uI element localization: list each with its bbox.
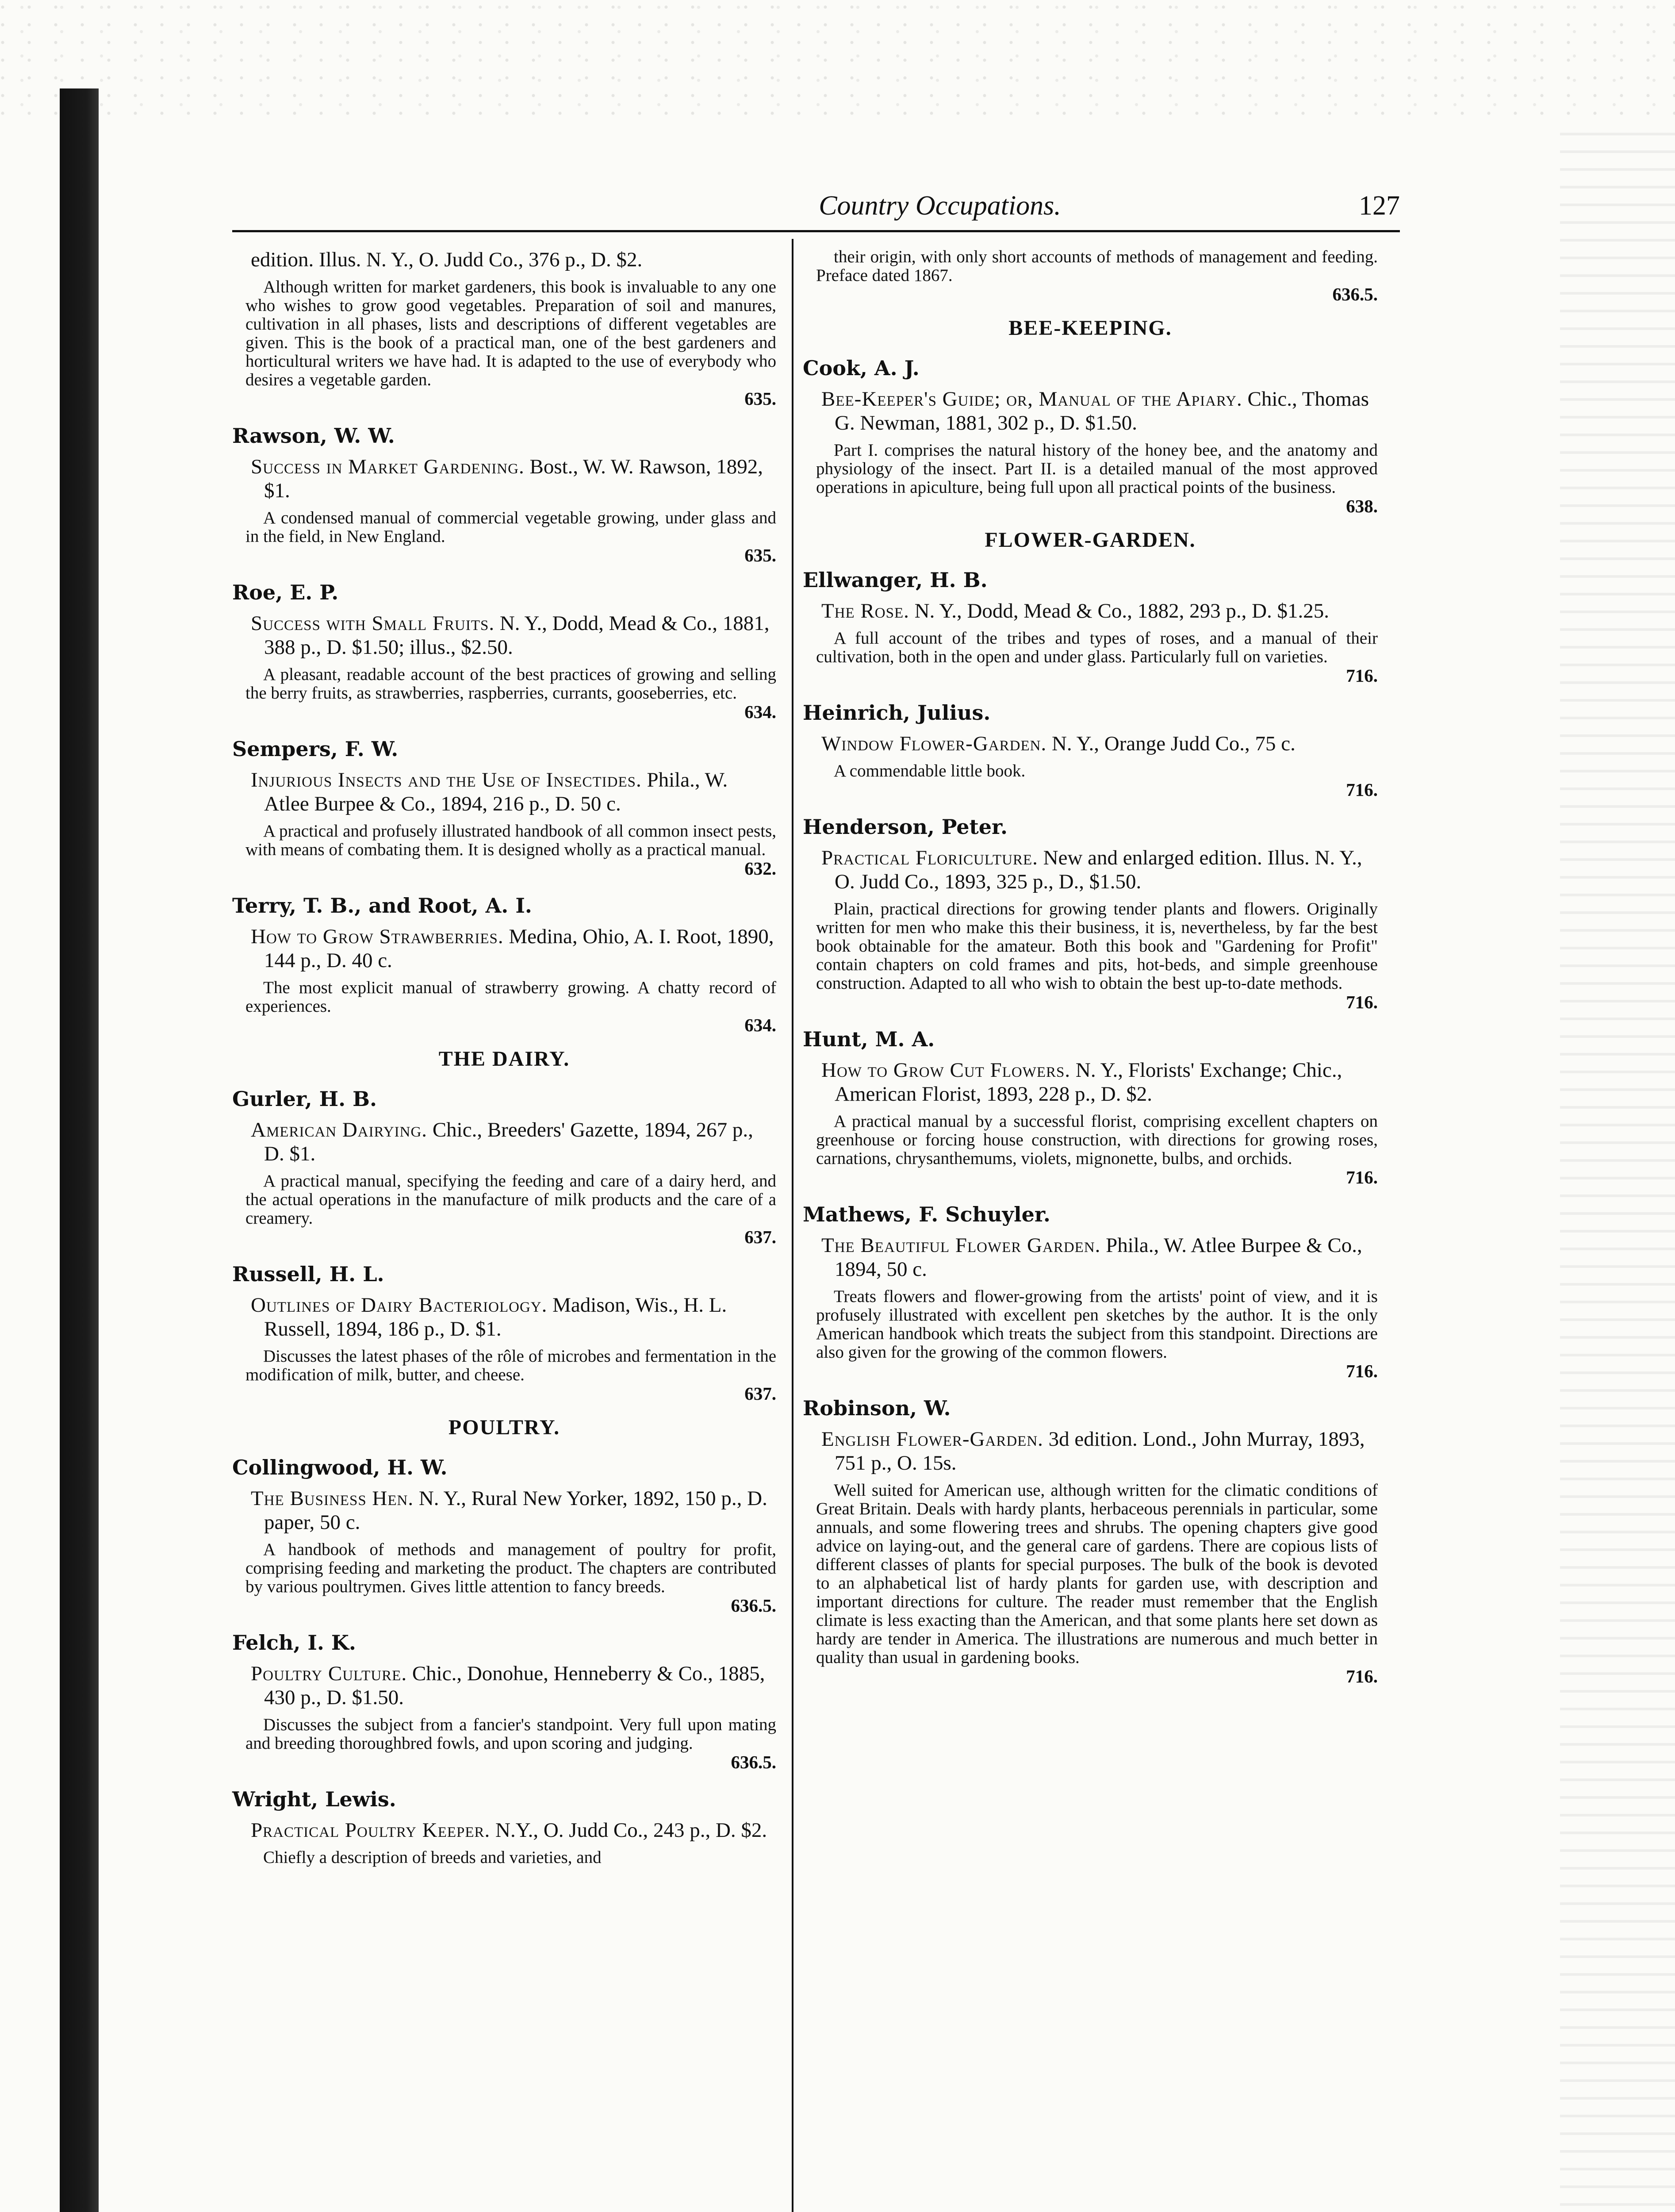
book-title: English Flower-Garden.: [821, 1428, 1043, 1451]
annotation: [803, 1112, 1378, 1187]
book-entry: [232, 248, 776, 272]
running-header: [232, 186, 1400, 230]
annotation: [232, 1347, 776, 1403]
annotation-text: Well suited for American use, although written for the climatic conditions of Great Britain. Deals with hardy plants, herbaceous perennials in particular, some annuals, and some flowering trees and shrubs. The opening chapters give good advice on laying-out, and the general care of gardens. There are copious lists of different classes of plants for special purposes. The bulk of the book is devoted to an alphabetical list of hardy plants for garden use, with description and important directions for culture. The reader must remember that the English climate is less exacting than the American, and that some plants here set down as hardy are tender in America. The illustrations are numerous and much better in quality than usual in gardening books.: [816, 1481, 1378, 1667]
annotation-text: Discusses the latest phases of the rôle of microbes and fermentation in the modification of milk, butter, and cheese.: [245, 1347, 776, 1384]
book-title: Outlines of Dairy Bacteriology.: [251, 1294, 548, 1317]
right-column: [803, 248, 1378, 1686]
scan-noise-top: [0, 0, 1675, 115]
classification-number: 632.: [744, 858, 776, 879]
book-entry: [803, 732, 1378, 756]
section-heading: POULTRY.: [448, 1416, 560, 1439]
author-name: Sempers, F. W.: [232, 737, 399, 761]
book-title: American Dairying.: [251, 1118, 428, 1141]
author-name: Cook, A. J.: [803, 356, 920, 380]
annotation: [803, 900, 1378, 1011]
annotation-text: A commendable little book.: [834, 761, 1026, 780]
annotation: [232, 509, 776, 565]
book-entry: [803, 1058, 1378, 1106]
author-name: Henderson, Peter.: [803, 815, 1008, 839]
classification-number: 637.: [744, 1383, 776, 1404]
book-details: N. Y., Dodd, Mead & Co., 1881, 388 p., D. $1.50; illus., $2.50.: [264, 612, 770, 659]
annotation-text: A practical manual by a successful florist, comprising excellent chapters on greenhouse or forcing house construction, with directions for growing roses, carnations, chrysanthemums, violets, mignonette, bulbs, and orchids.: [816, 1112, 1378, 1168]
annotation: [232, 1848, 776, 1867]
author-name: Felch, I. K.: [232, 1631, 356, 1655]
section-heading: THE DAIRY.: [438, 1047, 570, 1071]
book-details: Madison, Wis., H. L. Russell, 1894, 186 p., D. $1.: [264, 1294, 727, 1340]
book-entry: [803, 387, 1378, 435]
annotation-text: Treats flowers and flower-growing from the artists' point of view, and it is profusely illustrated with excellent pen sketches by the author. It is the only American handbook which treats the subject from this standpoint. Directions are also given for the growing of the common flowers.: [816, 1287, 1378, 1362]
annotation-text: Plain, practical directions for growing tender plants and flowers. Originally written for men who make this their business, it is, nevertheless, by far the best book obtainable for the amateur. Both this book and "Gardening for Profit" contain chapters on cold frames and pits, hot-beds, and simple greenhouse construction. Adapted to all who wish to obtain the best up-to-date methods.: [816, 899, 1378, 993]
author-name: Terry, T. B., and Root, A. I.: [232, 894, 532, 918]
author-name: Mathews, F. Schuyler.: [803, 1202, 1050, 1226]
book-title: Bee-Keeper's Guide; or, Manual of the Apiary.: [821, 388, 1242, 411]
annotation: [232, 1540, 776, 1615]
book-details: Phila., W. Atlee Burpee & Co., 1894, 216 p., D. 50 c.: [264, 768, 728, 815]
author-name: Wright, Lewis.: [232, 1787, 396, 1811]
section-heading: FLOWER-GARDEN.: [985, 528, 1196, 552]
book-details: Chic., Breeders' Gazette, 1894, 267 p., D. $1.: [264, 1118, 753, 1165]
book-details: Medina, Ohio, A. I. Root, 1890, 144 p., D. 40 c.: [264, 925, 774, 972]
book-title: Success with Small Fruits.: [251, 612, 495, 635]
classification-number: 716.: [1346, 992, 1378, 1012]
book-details: New and enlarged edition. Illus. N. Y., O. Judd Co., 1893, 325 p., D., $1.50.: [835, 846, 1362, 893]
book-details: Phila., W. Atlee Burpee & Co., 1894, 50 c.: [835, 1234, 1362, 1281]
section-heading: BEE-KEEPING.: [1008, 316, 1172, 340]
book-title: Practical Poultry Keeper.: [251, 1819, 491, 1842]
annotation: [232, 979, 776, 1034]
book-entry: [232, 455, 776, 503]
book-title: The Rose.: [821, 599, 909, 622]
author-name: Robinson, W.: [803, 1396, 951, 1420]
book-entry: [803, 1233, 1378, 1281]
annotation-text: Discusses the subject from a fancier's standpoint. Very full upon mating and breeding thoroughbred fowls, and upon scoring and judging.: [245, 1715, 776, 1753]
classification-number: 637.: [744, 1227, 776, 1247]
book-entry: [232, 1486, 776, 1534]
book-title: Success in Market Gardening.: [251, 455, 525, 478]
annotation-text: their origin, with only short accounts of methods of management and feeding. Preface dated 1867.: [816, 247, 1378, 285]
annotation-text: A pleasant, readable account of the best practices of growing and selling the berry fruits, as strawberries, raspberries, currants, gooseberries, etc.: [245, 665, 776, 703]
book-title: The Business Hen.: [251, 1487, 414, 1510]
book-entry: [232, 611, 776, 659]
book-title: Practical Floriculture.: [821, 846, 1038, 869]
scan-noise-edge: [1560, 133, 1675, 2212]
header-rule: [232, 230, 1400, 232]
classification-number: 716.: [1346, 780, 1378, 800]
book-details: N.Y., O. Judd Co., 243 p., D. $2.: [490, 1819, 767, 1842]
book-entry: [232, 768, 776, 816]
annotation: [232, 665, 776, 721]
book-details: N. Y., Florists' Exchange; Chic., American Florist, 1893, 228 p., D. $2.: [835, 1059, 1342, 1106]
running-title: Country Occupations.: [819, 191, 1061, 221]
annotation: [232, 822, 776, 878]
author-name: Roe, E. P.: [232, 580, 339, 604]
classification-number: 716.: [1346, 1167, 1378, 1187]
annotation: [803, 1287, 1378, 1380]
annotation: [232, 278, 776, 408]
classification-number: 716.: [1346, 665, 1378, 686]
book-details: N. Y., Orange Judd Co., 75 c.: [1046, 732, 1296, 755]
book-details: Bost., W. W. Rawson, 1892, $1.: [264, 455, 763, 502]
classification-number: 716.: [1346, 1361, 1378, 1381]
book-title: How to Grow Strawberries.: [251, 925, 504, 948]
author-name: Heinrich, Julius.: [803, 701, 991, 725]
classification-number: 716.: [1346, 1666, 1378, 1686]
book-details: N. Y., Dodd, Mead & Co., 1882, 293 p., D. $1.25.: [909, 599, 1330, 622]
classification-number: 636.5.: [1332, 284, 1378, 304]
annotation-text: A full account of the tribes and types of roses, and a manual of their cultivation, both in the open and under glass. Particularly full on varieties.: [816, 629, 1378, 666]
book-entry: [232, 1293, 776, 1341]
book-details: Chic., Donohue, Henneberry & Co., 1885, 430 p., D. $1.50.: [264, 1662, 765, 1709]
book-entry: [232, 925, 776, 972]
classification-number: 635.: [744, 545, 776, 565]
book-entry: [803, 1427, 1378, 1475]
annotation: [803, 248, 1378, 303]
annotation-text: A practical and profusely illustrated handbook of all common insect pests, with means of combating them. It is designed wholly as a practical manual.: [245, 822, 776, 859]
annotation: [803, 762, 1378, 799]
classification-number: 634.: [744, 1015, 776, 1035]
book-entry: [803, 846, 1378, 894]
annotation-text: Chiefly a description of breeds and varieties, and: [263, 1848, 602, 1867]
annotation-text: Although written for market gardeners, this book is invaluable to any one who wishes to grow good vegetables. Preparation of soil and manures, cultivation in all phases, lists and descriptions of different vegetables are given. This is the book of a practical man, one of the best gardeners and horticultural writers we have had. It is adapted to the use of everybody who desires a vegetable garden.: [245, 277, 776, 389]
classification-number: 636.5.: [731, 1752, 776, 1772]
book-details: 3d edition. Lond., John Murray, 1893, 751 p., O. 15s.: [835, 1428, 1365, 1475]
book-spine-shadow: [60, 88, 99, 2212]
author-name: Hunt, M. A.: [803, 1027, 935, 1051]
annotation-text: A handbook of methods and management of poultry for profit, comprising feeding and marketing the product. The chapters are contributed by various poultrymen. Gives little attention to fancy breeds.: [245, 1540, 776, 1596]
classification-number: 635.: [744, 388, 776, 409]
annotation-text: A condensed manual of commercial vegetable growing, under glass and in the field, in New England.: [245, 508, 776, 546]
book-entry: [803, 599, 1378, 623]
book-entry: [232, 1818, 776, 1842]
classification-number: 636.5.: [731, 1595, 776, 1616]
book-entry: [232, 1118, 776, 1166]
classification-number: 638.: [1346, 496, 1378, 516]
book-title: Injurious Insects and the Use of Insectides.: [251, 768, 642, 791]
annotation: [803, 629, 1378, 685]
page-number: 127: [1359, 191, 1400, 221]
book-title: Poultry Culture.: [251, 1662, 407, 1685]
column-divider: [792, 239, 793, 2212]
author-name: Gurler, H. B.: [232, 1087, 377, 1111]
author-name: Russell, H. L.: [232, 1262, 384, 1286]
left-column: [232, 248, 776, 1867]
author-name: Ellwanger, H. B.: [803, 568, 988, 592]
annotation-text: Part I. comprises the natural history of the honey bee, and the anatomy and physiology of the insect. Part II. is a detailed manual of the most approved operations in apiculture, being full upon all practical points of the business.: [816, 441, 1378, 497]
book-title: Window Flower-Garden.: [821, 732, 1047, 755]
book-title: How to Grow Cut Flowers.: [821, 1059, 1071, 1082]
author-name: Collingwood, H. W.: [232, 1455, 448, 1479]
book-details: N. Y., Rural New Yorker, 1892, 150 p., D. paper, 50 c.: [264, 1487, 767, 1534]
annotation: [232, 1172, 776, 1246]
book-title: The Beautiful Flower Garden.: [821, 1234, 1101, 1257]
annotation: [803, 441, 1378, 515]
annotation: [232, 1716, 776, 1771]
book-details: edition. Illus. N. Y., O. Judd Co., 376 p., D. $2.: [251, 248, 643, 271]
annotation-text: The most explicit manual of strawberry growing. A chatty record of experiences.: [245, 978, 776, 1016]
annotation: [803, 1481, 1378, 1686]
annotation-text: A practical manual, specifying the feeding and care of a dairy herd, and the actual operations in the manufacture of milk products and the care of a creamery.: [245, 1171, 776, 1228]
book-entry: [232, 1662, 776, 1709]
classification-number: 634.: [744, 702, 776, 722]
book-details: Chic., Thomas G. Newman, 1881, 302 p., D. $1.50.: [835, 388, 1369, 434]
author-name: Rawson, W. W.: [232, 424, 395, 448]
